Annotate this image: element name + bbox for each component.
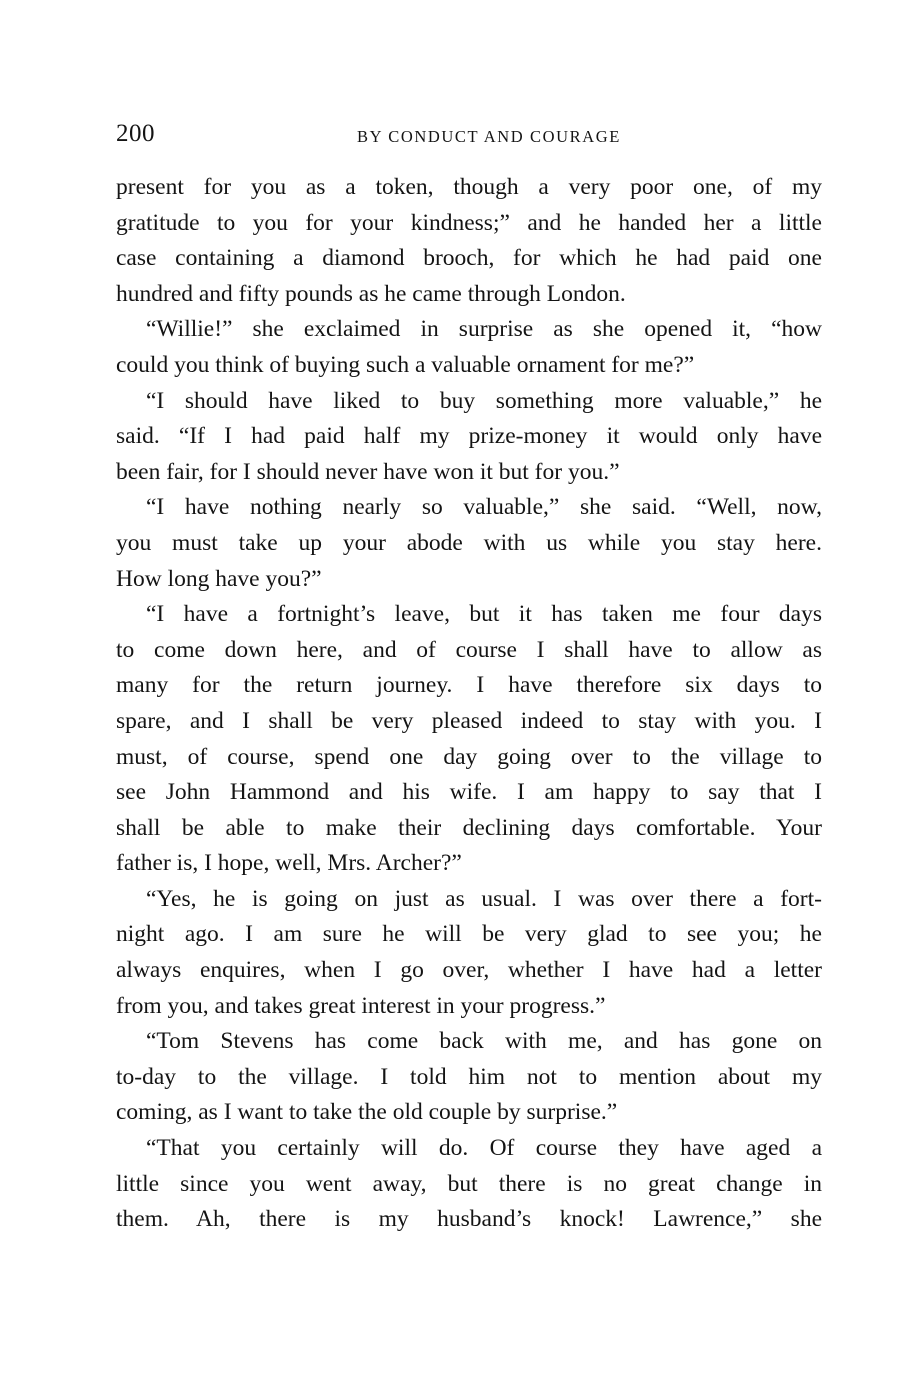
page-number: 200 [116,120,155,147]
text-line: must, of course, spend one day going over to the village to [116,743,822,770]
text-line: could you think of buying such a valuable ornament for me?” [116,351,695,378]
text-line: to come down here, and of course I shall have to allow as [116,636,822,663]
text-line: present for you as a token, though a very poor one, of my [116,174,822,200]
text-line: “I should have liked to buy something more valuable,” he [146,387,822,414]
text-line: “I have nothing nearly so valuable,” she said. “Well, now, [146,494,822,521]
text-line: always enquires, when I go over, whether I have had a letter [116,957,822,984]
text-line: “Tom Stevens has come back with me, and has gone on [146,1028,822,1055]
text-line: many for the return journey. I have therefore six days to [116,672,822,699]
text-line: gratitude to you for your kindness;” and he handed her a little [116,209,822,236]
text-line: father is, I hope, well, Mrs. Archer?” [116,850,462,877]
text-line: “I have a fortnight’s leave, but it has taken me four days [146,601,822,628]
page-header [116,120,822,154]
text-line: “Yes, he is going on just as usual. I was over there a fort- [146,885,822,912]
text-line: little since you went away, but there is no great change in [116,1170,822,1197]
text-line: night ago. I am sure he will be very glad to see you; he [116,921,822,948]
text-line: to-day to the village. I told him not to mention about my [116,1063,822,1090]
text-line: coming, as I want to take the old couple by surprise.” [116,1099,618,1126]
text-line: “Willie!” she exclaimed in surprise as she opened it, “how [146,316,822,343]
text-line: spare, and I shall be very pleased indeed to stay with you. I [116,707,822,734]
text-line: see John Hammond and his wife. I am happy to say that I [116,779,822,806]
text-line: been fair, for I should never have won it but for you.” [116,458,620,485]
text-line: “That you certainly will do. Of course they have aged a [146,1135,822,1162]
text-line: How long have you?” [116,565,322,592]
text-line: them. Ah, there is my husband’s knock! Lawrence,” she [116,1206,822,1233]
text-line: shall be able to make their declining days comfortable. Your [116,814,822,841]
running-head: BY CONDUCT AND COURAGE [357,127,621,146]
text-line: case containing a diamond brooch, for which he had paid one [116,245,822,272]
text-line: said. “If I had paid half my prize-money it would only have [116,423,822,450]
text-line: you must take up your abode with us while you stay here. [116,529,822,556]
body-text [116,170,822,1238]
text-line: from you, and takes great interest in your progress.” [116,992,606,1019]
text-line: hundred and fifty pounds as he came through London. [116,280,626,307]
